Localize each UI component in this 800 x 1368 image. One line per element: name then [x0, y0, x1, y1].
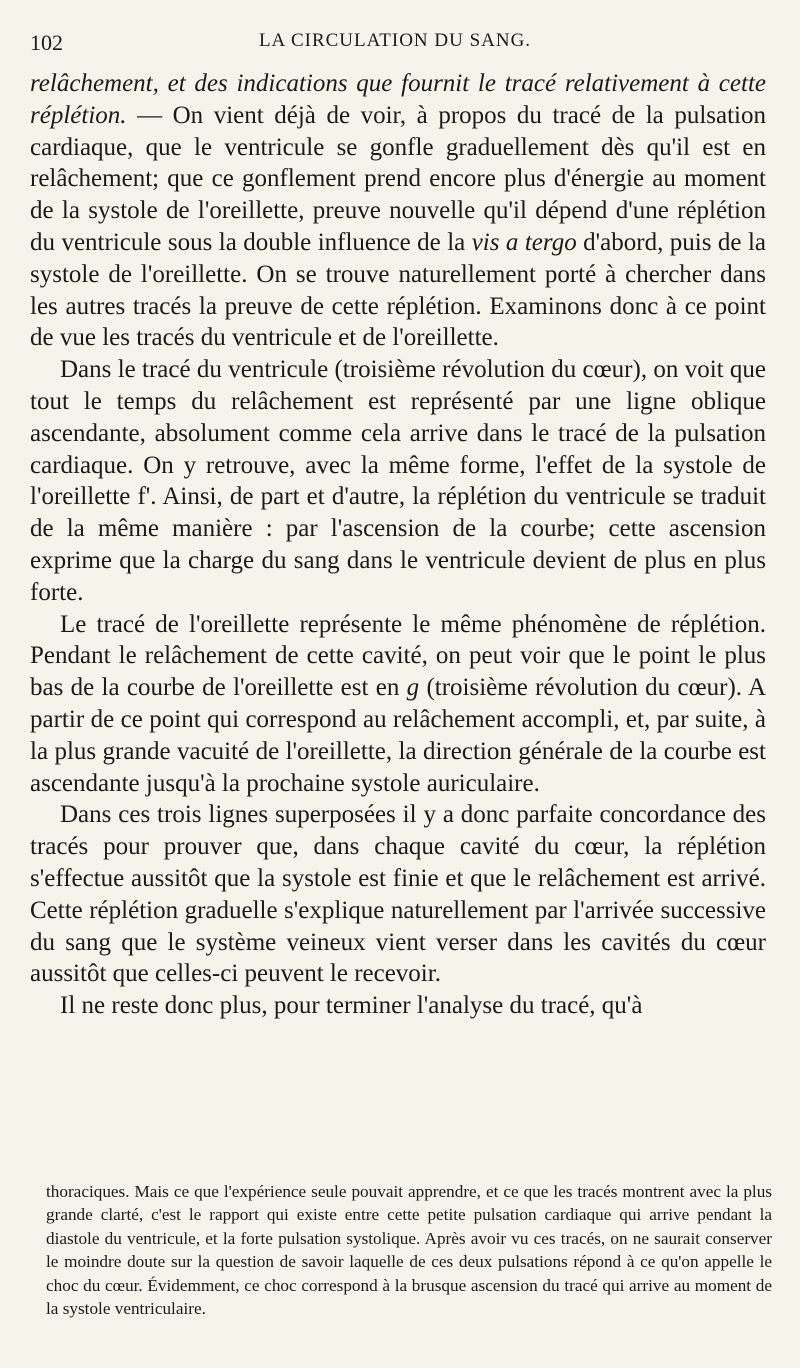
page-header	[30, 30, 760, 64]
footnote-text: thoraciques. Mais ce que l'expérience seule pouvait apprendre, et ce que les tracés montrent avec la plus grande clarté, c'est le rapport qui existe entre cette petite pulsation cardiaque qui arrive pendant la diastole du ventricule, et la forte pulsation systolique. Après avoir vu ces tracés, on ne saurait conserver le moindre doute sur la question de savoir laquelle de ces deux pulsations répond à ce qu'on appelle le choc du cœur. Évidemment, ce choc correspond à la brusque ascension du tracé qui arrive au moment de la systole ventriculaire.	[46, 1182, 772, 1319]
paragraph-2: Dans le tracé du ventricule (troisième révolution du cœur), on voit que tout le temps du relâchement est représenté par une ligne oblique ascendante, absolument comme cela arrive dans le tracé de la pulsation cardiaque. On y retrouve, avec la même forme, l'effet de la systole de l'oreillette f'. Ainsi, de part et d'autre, la réplétion du ventricule se traduit de la même manière : par l'ascension de la courbe; cette ascension exprime que la charge du sang dans le ventricule devient de plus en plus forte.	[30, 356, 766, 606]
paragraph-5: Il ne reste donc plus, pour terminer l'analyse du tracé, qu'à	[60, 992, 643, 1020]
page-number: 102	[30, 30, 63, 55]
paragraph-3-text-a: Le tracé de l'oreillette représente le même phénomène de réplétion. Pendant le relâchement de cette cavité, on peut voir que le point le plus bas de la courbe de l'oreillette est en	[30, 610, 766, 702]
paragraph-1-text-a: — On vient déjà de voir, à propos du tracé de la pulsation cardiaque, que le ventricule se gonfle graduellement dès qu'il est en relâchement; que ce gonflement prend encore plus d'énergie au moment de la systole de l'oreillette, preuve nouvelle qu'il dépend d'une réplétion du ventricule sous la double influence de la	[30, 101, 766, 256]
latin-term: vis a tergo	[471, 228, 577, 256]
paragraph-1-text-b: d'abord, puis de la systole de l'oreillette. On se trouve naturellement porté à chercher dans les autres tracés la preuve de cette réplétion. Examinons donc à ce point de vue les tracés du ventricule et de l'oreillette.	[30, 228, 766, 352]
section-heading-italic: relâchement, et des indications que fournit le tracé relativement à cette réplétion.	[30, 70, 766, 129]
paragraph-3-text-b: (troisième révolution du cœur). A partir de ce point qui correspond au relâchement accompli, et, par suite, à la plus grande vacuité de l'oreillette, la direction générale de la courbe est ascendante jusqu'à la prochaine systole auriculaire.	[30, 674, 766, 797]
running-title: LA CIRCULATION DU SANG.	[258, 30, 532, 51]
paragraph-4: Dans ces trois lignes superposées il y a donc parfaite concordance des tracés pour prouver que, dans chaque cavité du cœur, la réplétion s'effectue aussitôt que la systole est finie et que le relâchement est arrivé. Cette réplétion graduelle s'explique naturellement par l'arrivée successive du sang que le système veineux vient verser dans les cavités du cœur aussitôt que celles-ci peuvent le recevoir.	[30, 801, 766, 988]
paragraph-1	[30, 68, 766, 354]
paragraph-3	[30, 609, 766, 800]
point-label-g: g	[406, 674, 420, 702]
footnote	[46, 1180, 772, 1320]
body-text	[30, 68, 766, 1022]
